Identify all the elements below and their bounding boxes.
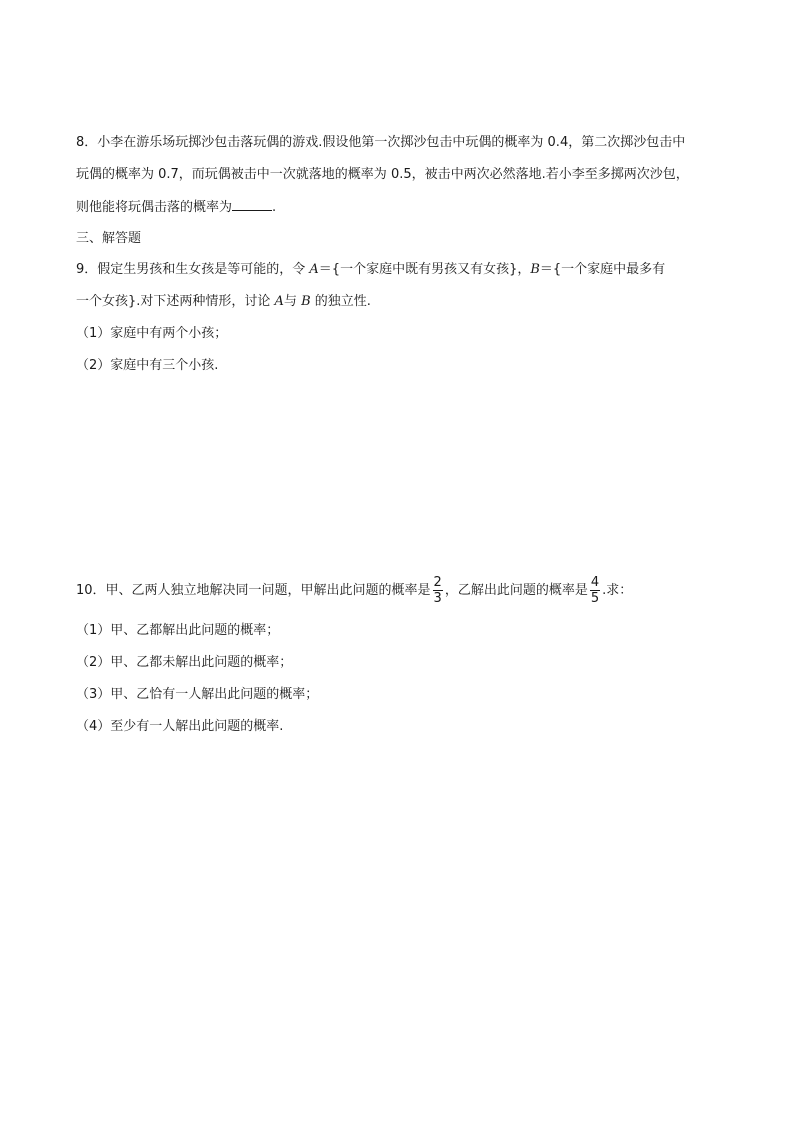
q9-text-a: 9．假定生男孩和生女孩是等可能的，令 [76, 262, 310, 277]
section-heading: 三、解答题 [76, 231, 142, 246]
answer-blank [232, 198, 272, 211]
q9-line-1 [76, 261, 665, 279]
q8-line-2: 玩偶的概率为 0.7，而玩偶被击中一次就落地的概率为 0.5，被击中两次必然落地.若小李至多掷两次沙包， [76, 167, 689, 182]
q10-intro [76, 574, 632, 608]
fraction-two-thirds [433, 575, 443, 606]
q9-sub-1: （1）家庭中有两个小孩； [76, 326, 228, 341]
q9-text-b: ＝{一个家庭中既有男孩又有女孩}， [318, 262, 531, 277]
q9-text-c: ＝{一个家庭中最多有 [539, 262, 666, 277]
q9-var-a: A [309, 262, 319, 277]
q10-sub-1: （1）甲、乙都解出此问题的概率； [76, 623, 280, 638]
q10-sub-4: （4）至少有一人解出此问题的概率. [76, 719, 284, 734]
q9-var-b-2: B [301, 294, 311, 309]
fraction-four-fifths [590, 575, 600, 606]
q9-sub-2: （2）家庭中有三个小孩. [76, 358, 219, 373]
q8-line-3-text: 则他能将玩偶击落的概率为 [76, 200, 233, 215]
q10-text-c: .求： [602, 583, 633, 598]
fraction-1-denominator: 3 [433, 591, 442, 606]
q8-line-3 [76, 198, 276, 217]
q9-var-a-2: A [274, 294, 284, 309]
q10-sub-2: （2）甲、乙都未解出此问题的概率； [76, 655, 293, 670]
q9-var-b: B [530, 262, 540, 277]
fraction-2-denominator: 5 [590, 591, 600, 606]
q10-text-b: ，乙解出此问题的概率是 [444, 583, 588, 598]
q8-line-3-end: . [272, 200, 277, 215]
q9-line-2 [76, 293, 371, 311]
q10-sub-3: （3）甲、乙恰有一人解出此问题的概率； [76, 687, 319, 702]
q9-text-e: 与 [283, 294, 302, 309]
q9-text-f: 的独立性. [310, 294, 371, 309]
q8-line-1: 8．小李在游乐场玩掷沙包击落玩偶的游戏.假设他第一次掷沙包击中玩偶的概率为 0.4，第二次掷沙包击中 [76, 135, 686, 150]
q9-text-d: 一个女孩}.对下述两种情形，讨论 [76, 294, 275, 309]
fraction-2-numerator: 4 [590, 575, 600, 590]
q10-text-a: 10．甲、乙两人独立地解决同一问题，甲解出此问题的概率是 [76, 583, 431, 598]
fraction-1-numerator: 2 [433, 575, 442, 590]
